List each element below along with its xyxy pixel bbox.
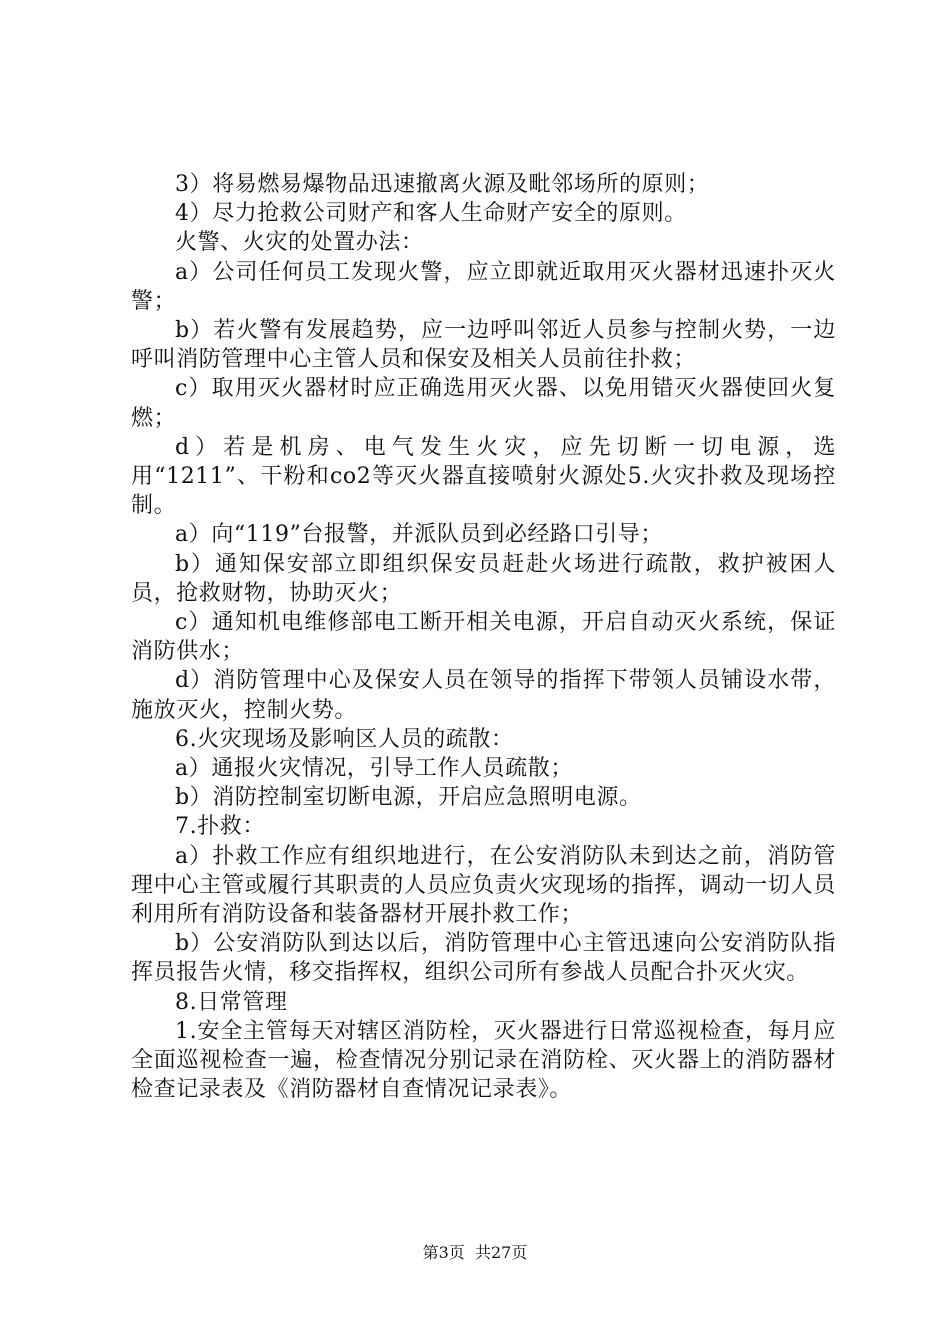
paragraph-6: c）取用灭火器材时应正确选用灭火器、以免用错灭火器使回火复燃； (131, 376, 836, 431)
paragraph-17: b）公安消防队到达以后，消防管理中心主管迅速向公安消防队指挥员报告火情，移交指挥权，组织公司所有参战人员配合扑灭火灾。 (131, 931, 836, 986)
paragraph-2: 4）尽力抢救公司财产和客人生命财产安全的原则。 (175, 201, 687, 227)
paragraph-12: 6.火灾现场及影响区人员的疏散： (175, 726, 514, 752)
paragraph-16: a）扑救工作应有组织地进行，在公安消防队未到达之前，消防管理中心主管或履行其职责的人员应负责火灾现场的指挥，调动一切人员利用所有消防设备和装备器材开展扑救工作； (131, 843, 836, 928)
paragraph-11: d）消防管理中心及保安人员在领导的指挥下带领人员铺设水带，施放灭火，控制火势。 (131, 668, 836, 723)
paragraph-14: b）消防控制室切断电源，开启应急照明电源。 (175, 785, 642, 811)
paragraph-7: d）若是机房、电气发生火灾，应先切断一切电源，选用“1211”、干粉和co2等灭火器直接喷射火源处5.火灾扑救及现场控制。 (131, 434, 836, 519)
paragraph-1: 3）将易燃易爆物品迅速撤离火源及毗邻场所的原则； (175, 172, 710, 197)
paragraph-8: a）向“119”台报警，并派队员到必经路口引导； (175, 522, 664, 548)
paragraph-15: 7.扑救： (175, 814, 265, 840)
paragraph-4: a）公司任何员工发现火警，应立即就近取用灭火器材迅速扑灭火警； (131, 259, 836, 314)
paragraph-10: c）通知机电维修部电工断开相关电源，开启自动灭火系统，保证消防供水； (131, 610, 836, 665)
document-body (131, 170, 836, 1105)
paragraph-18: 8.日常管理 (175, 989, 288, 1015)
page-number: 第3页 (422, 1243, 465, 1262)
paragraph-3: 火警、火灾的处置办法： (175, 230, 424, 256)
page-total: 共27页 (474, 1243, 528, 1262)
paragraph-13: a）通报火灾情况，引导工作人员疏散； (175, 756, 573, 782)
page-footer (0, 1243, 950, 1263)
paragraph-19: 1.安全主管每天对辖区消防栓，灭火器进行日常巡视检查，每月应全面巡视检查一遍，检查情况分别记录在消防栓、灭火器上的消防器材检查记录表及《消防器材自查情况记录表》。 (131, 1018, 836, 1103)
paragraph-9: b）通知保安部立即组织保安员赶赴火场进行疏散，救护被困人员，抢救财物，协助灭火； (131, 551, 836, 606)
paragraph-5: b）若火警有发展趋势，应一边呼叫邻近人员参与控制火势，一边呼叫消防管理中心主管人员和保安及相关人员前往扑救； (131, 318, 836, 373)
